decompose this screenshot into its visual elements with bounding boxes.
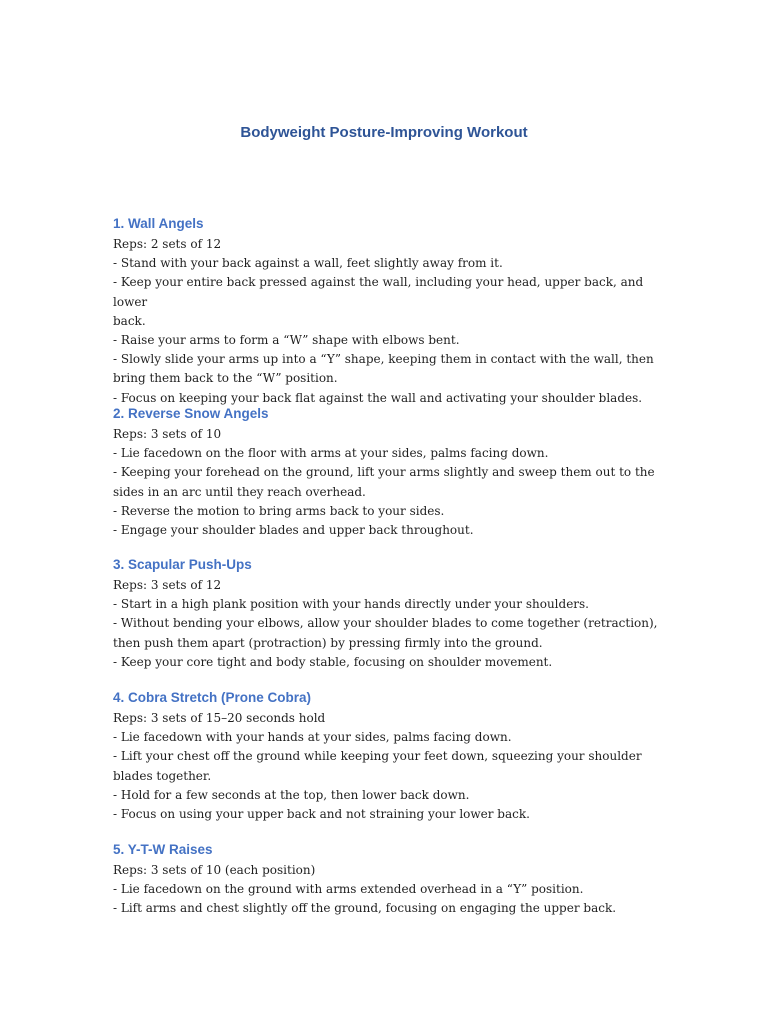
section-heading: 2. Reverse Snow Angels [113, 406, 269, 421]
section-heading: 3. Scapular Push-Ups [113, 557, 252, 572]
section-cobra-stretch [113, 688, 673, 824]
reps-line: Reps: 3 sets of 12 [113, 578, 222, 592]
instruction-line: bring them back to the “W” position. [113, 371, 338, 386]
instruction-line: - Keep your entire back pressed against the wall, including your head, upper back, and lower [113, 275, 648, 309]
instruction-line: - Raise your arms to form a “W” shape with elbows bent. [113, 333, 460, 348]
instruction-line: - Slowly slide your arms up into a “Y” shape, keeping them in contact with the wall, then [113, 352, 654, 367]
instruction-line: back. [113, 313, 146, 328]
section-heading: 4. Cobra Stretch (Prone Cobra) [113, 690, 312, 705]
instruction-line: - Keeping your forehead on the ground, lift your arms slightly and sweep them out to the [113, 465, 655, 480]
instruction-line: - Engage your shoulder blades and upper back throughout. [113, 523, 474, 538]
instruction-line: - Reverse the motion to bring arms back to your sides. [113, 503, 445, 518]
section-y-t-w-raises [113, 840, 673, 919]
instruction-line: - Without bending your elbows, allow your shoulder blades to come together (retraction), [113, 616, 658, 631]
instruction-line: - Lift your chest off the ground while keeping your feet down, squeezing your shoulder [113, 749, 642, 764]
instruction-line: - Hold for a few seconds at the top, then lower back down. [113, 787, 470, 802]
reps-line: Reps: 3 sets of 15–20 seconds hold [113, 711, 326, 725]
reps-line: Reps: 3 sets of 10 [113, 427, 222, 441]
section-heading: 1. Wall Angels [113, 216, 204, 231]
instruction-line: - Focus on using your upper back and not straining your lower back. [113, 807, 530, 822]
instruction-line: - Lie facedown on the ground with arms extended overhead in a “Y” position. [113, 882, 584, 897]
section-wall-angels [113, 214, 673, 408]
section-heading: 5. Y-T-W Raises [113, 842, 213, 857]
instruction-line: - Focus on keeping your back flat against the wall and activating your shoulder blades. [113, 390, 643, 405]
instruction-line: - Lie facedown with your hands at your sides, palms facing down. [113, 730, 512, 745]
section-scapular-push-ups [113, 555, 673, 672]
section-reverse-snow-angels [113, 404, 673, 540]
document-title: Bodyweight Posture-Improving Workout [240, 124, 528, 141]
instruction-line: - Lift arms and chest slightly off the ground, focusing on engaging the upper back. [113, 901, 617, 916]
reps-line: Reps: 2 sets of 12 [113, 237, 222, 251]
instruction-line: then push them apart (protraction) by pressing firmly into the ground. [113, 635, 543, 650]
instruction-line: - Start in a high plank position with your hands directly under your shoulders. [113, 597, 589, 612]
instruction-line: sides in an arc until they reach overhead. [113, 484, 366, 499]
instruction-line: - Keep your core tight and body stable, focusing on shoulder movement. [113, 654, 553, 669]
reps-line: Reps: 3 sets of 10 (each position) [113, 863, 316, 877]
instruction-line: blades together. [113, 768, 212, 783]
instruction-line: - Lie facedown on the floor with arms at your sides, palms facing down. [113, 446, 549, 461]
instruction-line: - Stand with your back against a wall, feet slightly away from it. [113, 256, 503, 271]
